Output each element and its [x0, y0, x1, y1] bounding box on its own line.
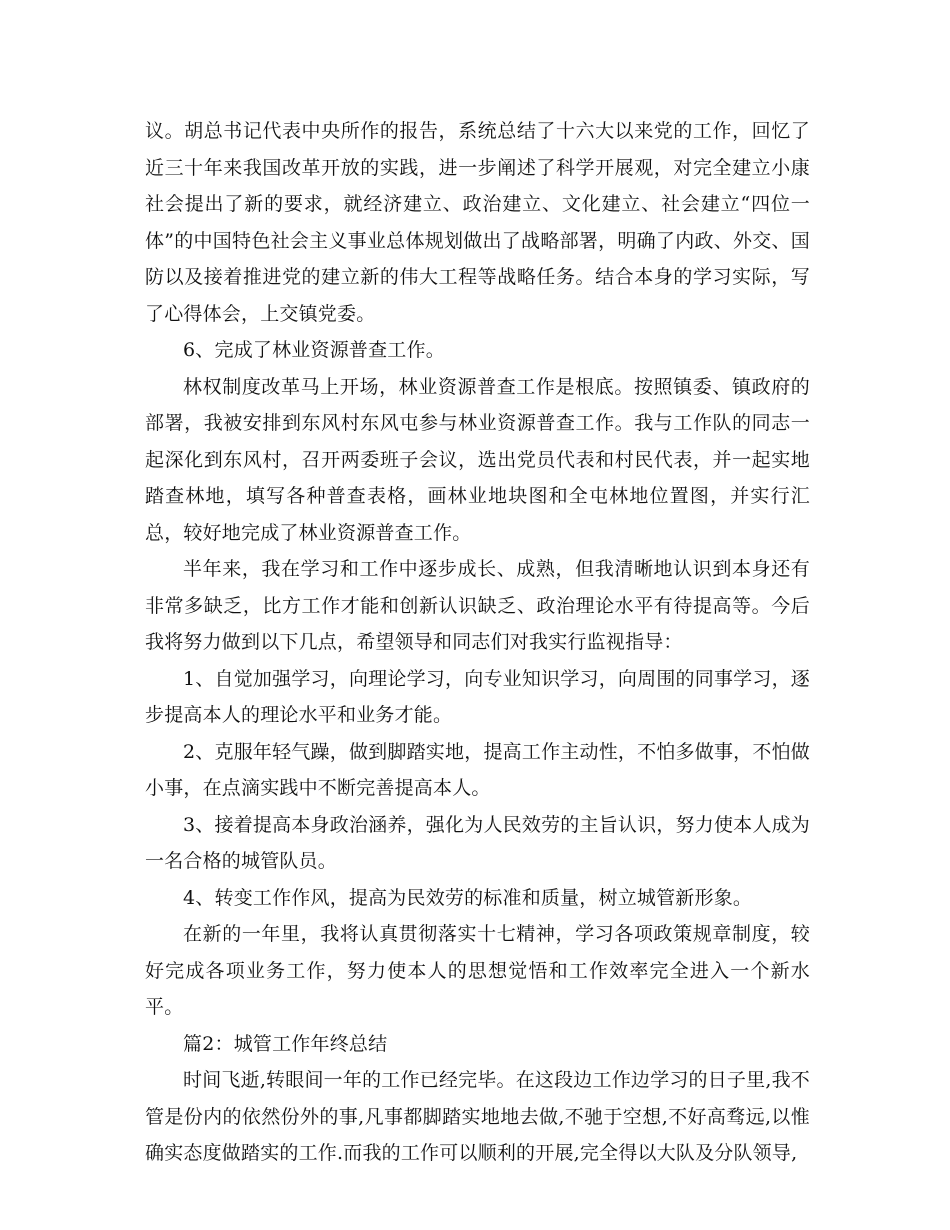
paragraph-chapter-2-opening: 时间飞逝,转眼间一年的工作已经完毕。在这段边工作边学习的日子里,我不管是份内的依然份外的事,凡事都脚踏实地地去做,不驰于空想,不好高骛远,以惟确实态度做踏实的工作.而我的工作可以顺利的开展,完全得以大队及分队领导, — [145, 1069, 810, 1164]
paragraph-plan-item-1: 1、自觉加强学习，向理论学习，向专业知识学习，向周围的同事学习，逐步提高本人的理论水平和业务才能。 — [145, 667, 810, 726]
paragraph-plan-item-2: 2、克服年轻气躁，做到脚踏实地，提高工作主动性，不怕多做事，不怕做小事，在点滴实践中不断完善提高本人。 — [145, 740, 810, 799]
paragraph-plan-item-4: 4、转变工作作风，提高为民效劳的标准和质量，树立城管新形象。 — [183, 886, 753, 909]
section-title-chapter-2: 篇2：城管工作年终总结 — [183, 1032, 388, 1055]
paragraph-plan-item-3: 3、接着提高本身政治涵养，强化为人民效劳的主旨认识，努力使本人成为一名合格的城管队员。 — [145, 813, 810, 872]
paragraph-forest-survey: 林权制度改革马上开场，林业资源普查工作是根底。按照镇委、镇政府的部署，我被安排到东风村东风屯参与林业资源普查工作。我与工作队的同志一起深化到东风村，召开两委班子会议，选出党员代表和村民代表，并一起实地踏查林地，填写各种普查表格，画林业地块图和全屯林地位置图，并实行汇总，较好地完成了林业资源普查工作。 — [145, 375, 810, 544]
paragraph-new-year: 在新的一年里，我将认真贯彻落实十七精神，学习各项政策规章制度，较好完成各项业务工作，努力使本人的思想觉悟和工作效率完全进入一个新水平。 — [145, 923, 810, 1018]
paragraph-half-year-review: 半年来，我在学习和工作中逐步成长、成熟，但我清晰地认识到本身还有非常多缺乏，比方工作才能和创新认识缺乏、政治理论水平有待提高等。今后我将努力做到以下几点，希望领导和同志们对我实行监视指导： — [145, 558, 810, 653]
document-body — [145, 113, 810, 1172]
paragraph-report-summary: 议。胡总书记代表中央所作的报告，系统总结了十六大以来党的工作，回忆了近三十年来我国改革开放的实践，进一步阐述了科学开展观，对完全建立小康社会提出了新的要求，就经济建立、政治建立、文化建立、社会建立“四位一体”的中国特色社会主义事业总体规划做出了战略部署，明确了内政、外交、国防以及接着推进党的建立新的伟大工程等战略任务。结合本身的学习实际，写了心得体会，上交镇党委。 — [145, 120, 810, 325]
paragraph-item-6-heading: 6、完成了林业资源普查工作。 — [183, 339, 445, 361]
